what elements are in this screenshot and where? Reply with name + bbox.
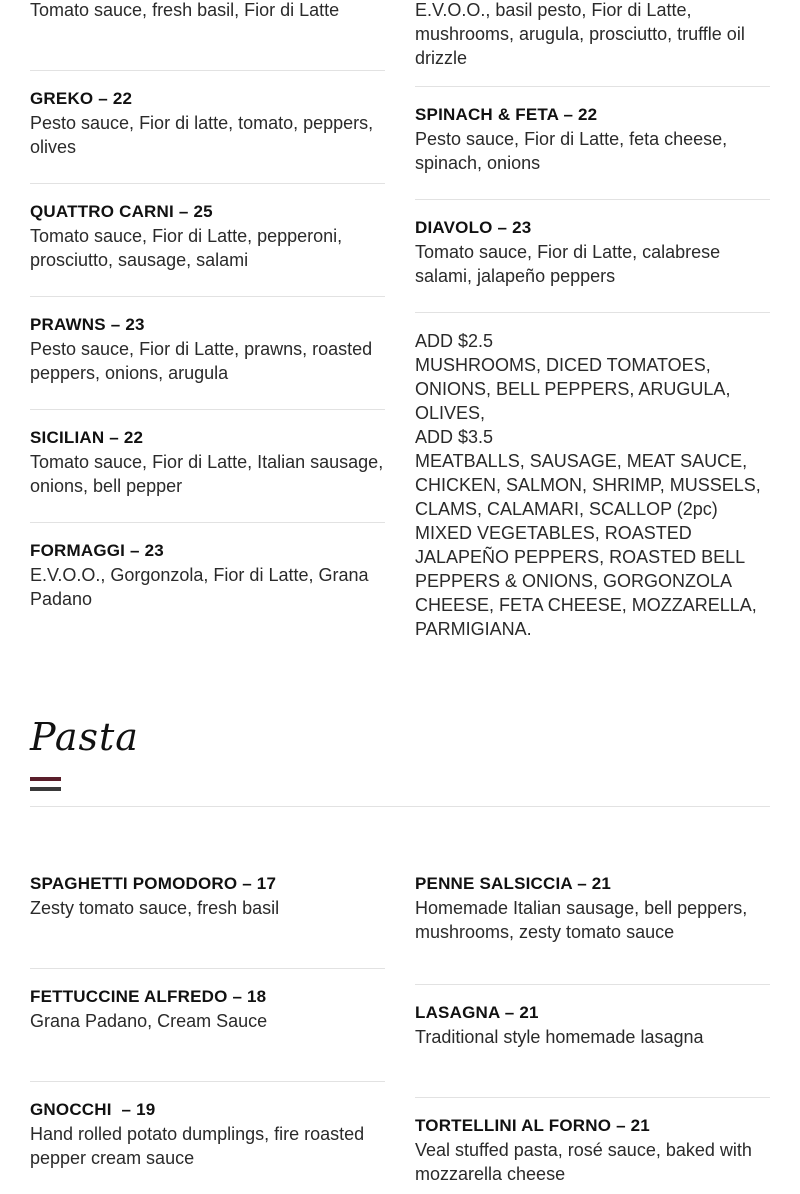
divider	[415, 86, 770, 87]
menu-item	[30, 1098, 385, 1170]
menu-item	[415, 0, 770, 70]
italian-flag-stripes	[30, 777, 61, 791]
menu-item	[30, 426, 385, 498]
item-title: PRAWNS – 23	[30, 315, 145, 334]
item-description: Hand rolled potato dumplings, fire roasted pepper cream sauce	[30, 1124, 365, 1168]
menu-item	[415, 872, 770, 944]
menu-item	[30, 313, 385, 385]
item-description: Veal stuffed pasta, rosé sauce, baked with mozzarella cheese	[415, 1140, 752, 1184]
item-description: Zesty tomato sauce, fresh basil	[30, 898, 280, 918]
item-description: Pesto sauce, Fior di Latte, feta cheese, spinach, onions	[415, 129, 728, 173]
flag-stripe	[30, 777, 61, 781]
menu-item	[30, 0, 385, 22]
divider	[30, 296, 385, 297]
item-description: Pesto sauce, Fior di Latte, prawns, roasted peppers, onions, arugula	[30, 339, 373, 383]
divider	[30, 522, 385, 523]
flag-stripe	[30, 782, 61, 786]
item-description: Grana Padano, Cream Sauce	[30, 1011, 268, 1031]
add-on-price: ADD $3.5	[415, 427, 494, 447]
item-title: FORMAGGI – 23	[30, 541, 164, 560]
item-title: FETTUCCINE ALFREDO – 18	[30, 987, 267, 1006]
divider	[30, 183, 385, 184]
add-on-list: MUSHROOMS, DICED TOMATOES, ONIONS, BELL PEPPERS, ARUGULA, OLIVES,	[415, 355, 731, 423]
item-title: GNOCCHI – 19	[30, 1100, 156, 1119]
add-on-list: MIXED VEGETABLES, ROASTED JALAPEÑO PEPPERS, ROASTED BELL PEPPERS & ONIONS, GORGONZOLA CHEESE, FETA CHEESE, MOZZARELLA, PARMIGIANA.	[415, 523, 757, 639]
add-on-list: MEATBALLS, SAUSAGE, MEAT SAUCE, CHICKEN, SALMON, SHRIMP, MUSSELS, CLAMS, CALAMARI, SCALLOP (2pc)	[415, 451, 761, 519]
item-title: SICILIAN – 22	[30, 428, 144, 447]
item-description: Tomato sauce, Fior di Latte, pepperoni, prosciutto, sausage, salami	[30, 226, 343, 270]
item-title: LASAGNA – 21	[415, 1003, 539, 1022]
item-description: Tomato sauce, fresh basil, Fior di Latte	[30, 0, 340, 20]
menu-item	[30, 985, 385, 1033]
flag-stripe	[30, 787, 61, 791]
menu-item	[30, 87, 385, 159]
item-description: E.V.O.O., basil pesto, Fior di Latte, mushrooms, arugula, prosciutto, truffle oil drizzle	[415, 0, 745, 68]
section-title-pasta: Pasta	[30, 715, 139, 759]
item-description: Tomato sauce, Fior di Latte, calabrese salami, jalapeño peppers	[415, 242, 721, 286]
item-title: GREKO – 22	[30, 89, 133, 108]
divider	[30, 409, 385, 410]
add-on-price: ADD $2.5	[415, 331, 494, 351]
menu-item	[415, 1114, 770, 1186]
item-description: Tomato sauce, Fior di Latte, Italian sausage, onions, bell pepper	[30, 452, 384, 496]
item-title: SPAGHETTI POMODORO – 17	[30, 874, 277, 893]
menu-item	[30, 539, 385, 611]
divider	[415, 1097, 770, 1098]
item-title: QUATTRO CARNI – 25	[30, 202, 213, 221]
item-description: E.V.O.O., Gorgonzola, Fior di Latte, Grana Padano	[30, 565, 369, 609]
divider	[30, 1081, 385, 1082]
divider	[415, 984, 770, 985]
add-ons-block	[415, 329, 775, 641]
item-title: DIAVOLO – 23	[415, 218, 532, 237]
menu-item	[415, 1001, 770, 1049]
menu-item	[415, 216, 770, 288]
divider	[30, 968, 385, 969]
divider	[30, 70, 385, 71]
menu-item	[415, 103, 770, 175]
menu-item	[30, 200, 385, 272]
item-title: PENNE SALSICCIA – 21	[415, 874, 612, 893]
section-divider	[30, 806, 770, 807]
menu-item	[30, 872, 385, 920]
divider	[415, 312, 770, 313]
item-title: SPINACH & FETA – 22	[415, 105, 598, 124]
divider	[415, 199, 770, 200]
item-description: Homemade Italian sausage, bell peppers, mushrooms, zesty tomato sauce	[415, 898, 748, 942]
item-title: TORTELLINI AL FORNO – 21	[415, 1116, 650, 1135]
item-description: Traditional style homemade lasagna	[415, 1027, 704, 1047]
item-description: Pesto sauce, Fior di latte, tomato, peppers, olives	[30, 113, 374, 157]
